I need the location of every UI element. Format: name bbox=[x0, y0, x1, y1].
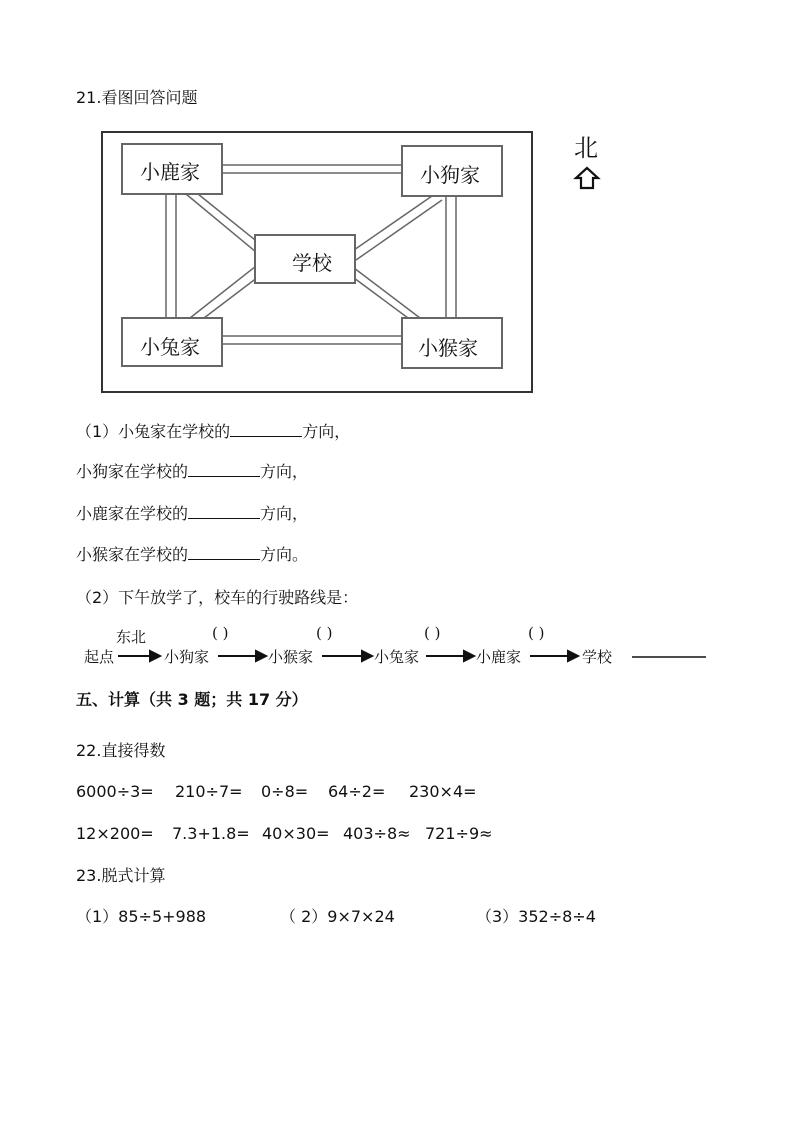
question-23-title: 23.脱式计算 bbox=[76, 866, 166, 885]
q22-row2-item: 12×200= bbox=[76, 824, 154, 843]
question-21-title: 21.看图回答问题 bbox=[76, 88, 198, 107]
section-heading: 五、计算（共 3 题；共 17 分） bbox=[76, 690, 308, 709]
location-dog-label: 小狗家 bbox=[420, 163, 480, 187]
route-direction-blank[interactable]: ( ) bbox=[528, 624, 545, 642]
q22-row2-item: 721÷9≈ bbox=[425, 824, 493, 843]
part1-line4: 小猴家在学校的 方向。 bbox=[76, 545, 309, 564]
route-direction-1: 东北 bbox=[116, 628, 147, 646]
route-stop-rabbit: 小兔家 bbox=[374, 648, 420, 666]
question-22-title: 22.直接得数 bbox=[76, 741, 166, 760]
q22-row1-item: 64÷2= bbox=[328, 782, 386, 801]
q22-row2-item: 403÷8≈ bbox=[343, 824, 411, 843]
answer-blank[interactable] bbox=[188, 504, 260, 519]
route-stop-dog: 小狗家 bbox=[164, 648, 210, 666]
answer-blank[interactable] bbox=[188, 462, 260, 477]
route-stop-school: 学校 bbox=[582, 648, 613, 666]
route-stop-deer: 小鹿家 bbox=[476, 648, 522, 666]
q23-item: （3）352÷8÷4 bbox=[476, 907, 596, 926]
location-monkey-label: 小猴家 bbox=[418, 336, 478, 360]
up-arrow-icon bbox=[576, 168, 598, 188]
north-label: 北 bbox=[574, 134, 598, 162]
answer-blank[interactable] bbox=[188, 545, 260, 560]
location-school-label: 学校 bbox=[292, 251, 332, 275]
location-deer-label: 小鹿家 bbox=[140, 160, 200, 184]
route-start: 起点 bbox=[84, 648, 115, 666]
q22-row1-item: 230×4= bbox=[409, 782, 477, 801]
route-direction-blank[interactable]: ( ) bbox=[316, 624, 333, 642]
q22-row1-item: 0÷8= bbox=[261, 782, 309, 801]
q23-item: （ 2）9×7×24 bbox=[280, 907, 395, 926]
q22-row1-item: 210÷7= bbox=[175, 782, 243, 801]
part1-line3: 小鹿家在学校的 方向， bbox=[76, 504, 309, 523]
part1-line2: 小狗家在学校的 方向， bbox=[76, 462, 309, 481]
route-stop-monkey: 小猴家 bbox=[268, 648, 314, 666]
part2-label: （2）下午放学了，校车的行驶路线是： bbox=[76, 588, 359, 607]
q22-row2-item: 7.3+1.8= bbox=[172, 824, 250, 843]
part1-line1: （1）小兔家在学校的 方向， bbox=[76, 422, 351, 441]
q22-row1-item: 6000÷3= bbox=[76, 782, 154, 801]
q22-row2-item: 40×30= bbox=[262, 824, 330, 843]
answer-blank[interactable] bbox=[230, 422, 302, 437]
location-rabbit-label: 小兔家 bbox=[140, 335, 200, 359]
q23-item: （1）85÷5+988 bbox=[76, 907, 207, 926]
route-direction-blank[interactable]: ( ) bbox=[424, 624, 441, 642]
route-direction-blank[interactable]: ( ) bbox=[212, 624, 229, 642]
